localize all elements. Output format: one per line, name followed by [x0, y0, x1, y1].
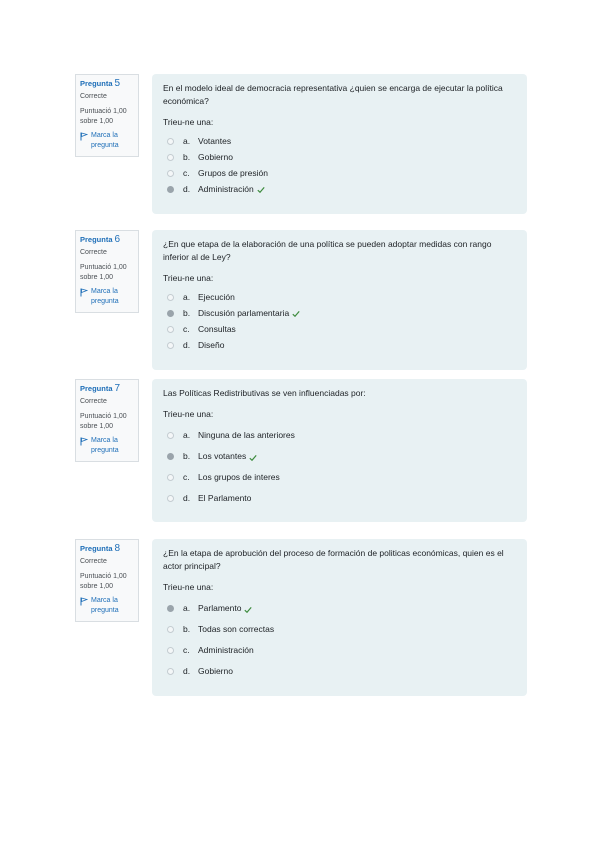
question-number: 6	[114, 234, 121, 245]
correct-check-icon	[249, 453, 257, 461]
question-content-panel	[152, 539, 527, 696]
question-info-box	[75, 230, 139, 313]
question-grade: Puntuació 1,00 sobre 1,00	[80, 108, 127, 125]
flag-label: Marca la pregunta	[91, 597, 119, 614]
question-state: Correcte	[80, 249, 107, 256]
answer-prompt: Trieu-ne una:	[163, 117, 214, 127]
answer-radio[interactable]	[167, 474, 174, 481]
question-grade: Puntuació 1,00 sobre 1,00	[80, 413, 127, 430]
answer-text: Consultas	[198, 323, 236, 334]
answer-text: Gobierno	[198, 151, 233, 162]
question-state: Correcte	[80, 558, 107, 565]
flag-icon	[80, 437, 88, 446]
question-info-box	[75, 379, 139, 462]
answer-radio[interactable]	[167, 310, 174, 317]
question-info-box	[75, 539, 139, 622]
answer-text: Todas son correctas	[198, 624, 275, 634]
answer-text: Grupos de presión	[198, 167, 268, 178]
answer-text: Administración	[198, 645, 254, 655]
flag-label: Marca la pregunta	[91, 437, 119, 454]
flag-icon	[80, 288, 88, 297]
answer-letter: a.	[183, 603, 191, 613]
question-heading	[80, 544, 135, 554]
question-text: ¿En la etapa de aprobución del proceso de formación de politicas económicas, quien es el actor principal?	[163, 548, 504, 571]
answer-option[interactable]	[163, 133, 515, 149]
flag-question-link[interactable]	[80, 131, 135, 151]
question-content-panel	[152, 74, 527, 214]
answer-option[interactable]	[163, 305, 515, 321]
question-number: 8	[114, 543, 121, 554]
answer-list	[163, 425, 515, 509]
question-label: Pregunta	[80, 79, 113, 88]
answer-radio[interactable]	[167, 432, 174, 439]
answer-option[interactable]	[163, 321, 515, 337]
answer-text: Gobierno	[198, 666, 233, 676]
correct-check-icon	[292, 309, 300, 317]
answer-text: Votantes	[198, 135, 232, 146]
answer-letter: c.	[183, 645, 190, 655]
question-label: Pregunta	[80, 235, 113, 244]
answer-radio[interactable]	[167, 453, 174, 460]
answer-text: El Parlamento	[198, 493, 252, 503]
answer-option[interactable]	[163, 165, 515, 181]
answer-option[interactable]	[163, 446, 515, 467]
answer-letter: a.	[183, 430, 191, 440]
answer-option[interactable]	[163, 619, 515, 640]
answer-letter: b.	[183, 451, 191, 461]
flag-label: Marca la pregunta	[91, 288, 119, 305]
answer-text: Administración	[198, 183, 254, 194]
answer-radio[interactable]	[167, 605, 174, 612]
answer-letter: d.	[183, 666, 191, 676]
question-text: ¿En que etapa de la elaboración de una política se pueden adoptar medidas con rango inferior al de Ley?	[163, 239, 492, 262]
question-state: Correcte	[80, 398, 107, 405]
flag-icon	[80, 597, 88, 606]
answer-letter: b.	[183, 307, 191, 318]
flag-label: Marca la pregunta	[91, 132, 119, 149]
answer-radio[interactable]	[167, 342, 174, 349]
answer-radio[interactable]	[167, 138, 174, 145]
flag-icon	[80, 132, 88, 141]
answer-option[interactable]	[163, 488, 515, 509]
answer-option[interactable]	[163, 598, 515, 619]
answer-letter: c.	[183, 167, 190, 178]
question-label: Pregunta	[80, 384, 113, 393]
answer-option[interactable]	[163, 337, 515, 353]
answer-radio[interactable]	[167, 294, 174, 301]
answer-option[interactable]	[163, 467, 515, 488]
question-number: 7	[114, 383, 121, 394]
question-heading	[80, 235, 135, 245]
question-heading	[80, 79, 135, 89]
answer-radio[interactable]	[167, 647, 174, 654]
answer-text: Los grupos de interes	[198, 472, 280, 482]
answer-radio[interactable]	[167, 170, 174, 177]
answer-list	[163, 289, 515, 353]
answer-list	[163, 133, 515, 197]
answer-prompt: Trieu-ne una:	[163, 273, 214, 283]
answer-text: Ninguna de las anteriores	[198, 430, 295, 440]
correct-check-icon	[257, 185, 265, 193]
question-content-panel	[152, 230, 527, 370]
flag-question-link[interactable]	[80, 287, 135, 307]
answer-list	[163, 598, 515, 682]
question-text: Las Políticas Redistributivas se ven influenciadas por:	[163, 388, 366, 398]
answer-letter: a.	[183, 291, 191, 302]
answer-text: Ejecución	[198, 291, 235, 302]
answer-letter: b.	[183, 624, 191, 634]
answer-option[interactable]	[163, 661, 515, 682]
question-state: Correcte	[80, 93, 107, 100]
answer-radio[interactable]	[167, 154, 174, 161]
answer-option[interactable]	[163, 181, 515, 197]
answer-radio[interactable]	[167, 186, 174, 193]
question-content-panel	[152, 379, 527, 522]
answer-letter: d.	[183, 339, 191, 350]
question-grade: Puntuació 1,00 sobre 1,00	[80, 573, 127, 590]
answer-prompt: Trieu-ne una:	[163, 582, 214, 592]
answer-option[interactable]	[163, 425, 515, 446]
answer-radio[interactable]	[167, 668, 174, 675]
question-info-box	[75, 74, 139, 157]
answer-letter: b.	[183, 151, 191, 162]
answer-option[interactable]	[163, 289, 515, 305]
question-grade: Puntuació 1,00 sobre 1,00	[80, 264, 127, 281]
answer-letter: a.	[183, 135, 191, 146]
answer-prompt: Trieu-ne una:	[163, 409, 214, 419]
question-label: Pregunta	[80, 544, 113, 553]
question-number: 5	[114, 78, 121, 89]
answer-text: Los votantes	[198, 451, 247, 461]
answer-letter: c.	[183, 323, 190, 334]
correct-check-icon	[244, 605, 252, 613]
answer-letter: c.	[183, 472, 190, 482]
answer-text: Diseño	[198, 339, 225, 350]
flag-question-link[interactable]	[80, 436, 135, 456]
answer-text: Discusión parlamentaria	[198, 307, 290, 318]
answer-radio[interactable]	[167, 626, 174, 633]
flag-question-link[interactable]	[80, 596, 135, 616]
answer-letter: d.	[183, 493, 191, 503]
answer-letter: d.	[183, 183, 191, 194]
answer-option[interactable]	[163, 640, 515, 661]
answer-radio[interactable]	[167, 326, 174, 333]
question-text: En el modelo ideal de democracia representativa ¿quien se encarga de ejecutar la política económica?	[163, 83, 503, 106]
answer-text: Parlamento	[198, 603, 242, 613]
question-heading	[80, 384, 135, 394]
answer-option[interactable]	[163, 149, 515, 165]
answer-radio[interactable]	[167, 495, 174, 502]
